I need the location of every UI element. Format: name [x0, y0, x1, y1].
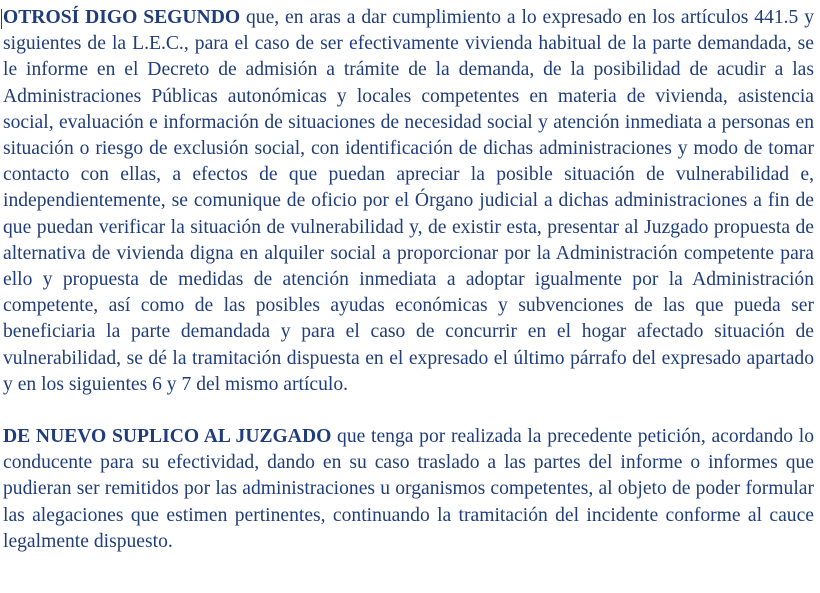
- paragraph-text: que, en aras a dar cumplimiento a lo expresado en los artículos 441.5 y siguientes de la L.E.C., para el caso de ser efectivamente vivienda habitual de la parte demandada, se le informe en el Decreto de admisión a trámite de la demanda, de la posibilidad de acudir a las Administraciones Públicas autonómicas y locales competentes en materia de vivienda, asistencia social, evaluación e información de situaciones de necesidad social y atención inmediata a personas en situación o riesgo de exclusión social, con identificación de dichas administraciones y modo de tomar contacto con ellas, a efectos de que puedan apreciar la posible situación de vulnerabilidad e, independientemente, se comunique de oficio por el Órgano judicial a dichas administraciones a fin de que puedan verificar la situación de vulnerabilidad y, de existir esta, presentar al Juzgado propuesta de alternativa de vivienda digna en alquiler social a proporcionar por la Administración competente para ello y propuesta de medidas de atención inmediata a adoptar igualmente por la Administración competente, así como de las posibles ayudas económicas y subvenciones de las que pueda ser beneficiaria la parte demandada y para el caso de concurrir en el hogar afectado situación de vulnerabilidad, se dé la tramitación dispuesta en el expresado el último párrafo del expresado apartado y en los siguientes 6 y 7 del mismo artículo.: [3, 7, 814, 395]
- paragraph-otrosi-digo-segundo: [3, 5, 814, 398]
- paragraph-de-nuevo-suplico: [3, 424, 814, 555]
- paragraph-text: que tenga por realizada la precedente petición, acordando lo conducente para su efectividad, dando en su caso traslado a las partes del informe o informes que pudieran ser remitidos por las administraciones u organismos competentes, al objeto de poder formular las alegaciones que estimen pertinentes, continuando la tramitación del incidente conforme al cauce legalmente dispuesto.: [3, 426, 814, 552]
- text-cursor: [1, 9, 2, 29]
- paragraph-lead-heading: OTROSÍ DIGO SEGUNDO: [3, 7, 241, 28]
- document-body: [3, 5, 814, 555]
- paragraph-lead-heading: DE NUEVO SUPLICO AL JUZGADO: [3, 426, 332, 448]
